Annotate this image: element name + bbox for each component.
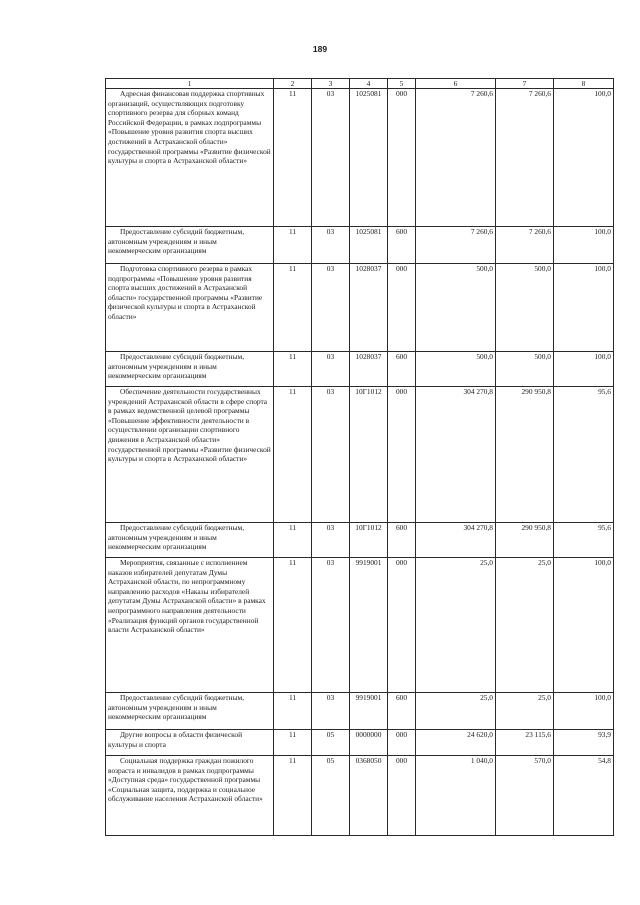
expense-type-code: 000: [388, 387, 416, 523]
execution-percent: 100,0: [554, 558, 614, 693]
planned-amount: 25,0: [416, 693, 496, 730]
planned-amount: 500,0: [416, 264, 496, 352]
expense-type-code: 000: [388, 730, 416, 756]
table-row: [106, 730, 614, 756]
column-number: 7: [496, 79, 554, 89]
row-description: Адресная финансовая поддержка спортивных организаций, осуществляющих подготовку спортивного резерва для сборных команд Российской Федерации, в рамках подпрограммы «Повышение уровня развития спорта высших достижений в Астраханской области» государственной программы «Развитие физической культуры и спорта в Астраханской области»: [106, 89, 274, 227]
section-code: 11: [274, 227, 312, 264]
planned-amount: 7 260,6: [416, 89, 496, 227]
execution-percent: 100,0: [554, 227, 614, 264]
target-code: 0000000: [350, 730, 388, 756]
expense-type-code: 600: [388, 693, 416, 730]
planned-amount: 304 270,8: [416, 523, 496, 558]
target-code: 10Г1012: [350, 523, 388, 558]
executed-amount: 7 260,6: [496, 89, 554, 227]
expense-type-code: 600: [388, 352, 416, 387]
executed-amount: 500,0: [496, 352, 554, 387]
budget-table: [105, 78, 614, 836]
execution-percent: 95,6: [554, 523, 614, 558]
expense-type-code: 600: [388, 523, 416, 558]
row-description: Предоставление субсидий бюджетным, автономным учреждениям и иным некоммерческим организациям: [106, 352, 274, 387]
executed-amount: 7 260,6: [496, 227, 554, 264]
column-number: 3: [312, 79, 350, 89]
expense-type-code: 000: [388, 558, 416, 693]
executed-amount: 23 115,6: [496, 730, 554, 756]
execution-percent: 95,6: [554, 387, 614, 523]
executed-amount: 25,0: [496, 693, 554, 730]
section-code: 11: [274, 264, 312, 352]
subsection-code: 03: [312, 387, 350, 523]
row-description: Другие вопросы в области физической культуры и спорта: [106, 730, 274, 756]
table-row: [106, 523, 614, 558]
execution-percent: 100,0: [554, 693, 614, 730]
expense-type-code: 000: [388, 89, 416, 227]
subsection-code: 03: [312, 523, 350, 558]
planned-amount: 500,0: [416, 352, 496, 387]
row-description: Предоставление субсидий бюджетным, автономным учреждениям и иным некоммерческим организациям: [106, 227, 274, 264]
table-row: [106, 756, 614, 836]
target-code: 1025081: [350, 89, 388, 227]
target-code: 10Г1012: [350, 387, 388, 523]
planned-amount: 7 260,6: [416, 227, 496, 264]
column-number: 1: [106, 79, 274, 89]
row-description: Предоставление субсидий бюджетным, автономным учреждениям и иным некоммерческим организациям: [106, 693, 274, 730]
subsection-code: 05: [312, 756, 350, 836]
row-description: Обеспечение деятельности государственных учреждений Астраханской области в сфере спорта в рамках ведомственной целевой программы «Повышение эффективности деятельности в осуществлении организации спортивного движения в Астраханской области» государственной программы «Развитие физической культуры и спорта в Астраханской области»: [106, 387, 274, 523]
column-number: 6: [416, 79, 496, 89]
subsection-code: 03: [312, 693, 350, 730]
execution-percent: 54,8: [554, 756, 614, 836]
executed-amount: 290 950,8: [496, 523, 554, 558]
execution-percent: 93,9: [554, 730, 614, 756]
column-number: 5: [388, 79, 416, 89]
target-code: 1025081: [350, 227, 388, 264]
subsection-code: 03: [312, 227, 350, 264]
column-number: 2: [274, 79, 312, 89]
execution-percent: 100,0: [554, 264, 614, 352]
subsection-code: 03: [312, 352, 350, 387]
table-row: [106, 227, 614, 264]
executed-amount: 290 950,8: [496, 387, 554, 523]
target-code: 9919001: [350, 693, 388, 730]
column-number-row: [106, 79, 614, 89]
section-code: 11: [274, 352, 312, 387]
subsection-code: 03: [312, 558, 350, 693]
section-code: 11: [274, 693, 312, 730]
expense-type-code: 000: [388, 264, 416, 352]
section-code: 11: [274, 730, 312, 756]
column-number: 4: [350, 79, 388, 89]
row-description: Мероприятия, связанные с исполнением наказов избирателей депутатам Думы Астраханской области, по непрограммному направлению расходов «Наказы избирателей депутатам Думы Астраханской области» в рамках непрограммного направления деятельности «Реализация функций органов государственной власти Астраханской области»: [106, 558, 274, 693]
row-description: Подготовка спортивного резерва в рамках подпрограммы «Повышение уровня развития спорта высших достижений в Астраханской области» государственной программы «Развитие физической культуры и спорта в Астраханской области»: [106, 264, 274, 352]
column-number: 8: [554, 79, 614, 89]
execution-percent: 100,0: [554, 352, 614, 387]
target-code: 0368050: [350, 756, 388, 836]
planned-amount: 1 040,0: [416, 756, 496, 836]
row-description: Социальная поддержка граждан пожилого возраста и инвалидов в рамках подпрограммы «Доступная среда» государственной программы «Социальная защита, поддержка и социальное обслуживание населения Астраханской области»: [106, 756, 274, 836]
expense-type-code: 600: [388, 227, 416, 264]
table-row: [106, 89, 614, 227]
page-number: 189: [312, 44, 328, 54]
subsection-code: 03: [312, 89, 350, 227]
executed-amount: 570,0: [496, 756, 554, 836]
section-code: 11: [274, 523, 312, 558]
section-code: 11: [274, 558, 312, 693]
executed-amount: 25,0: [496, 558, 554, 693]
subsection-code: 03: [312, 264, 350, 352]
planned-amount: 25,0: [416, 558, 496, 693]
planned-amount: 24 620,0: [416, 730, 496, 756]
target-code: 9919001: [350, 558, 388, 693]
planned-amount: 304 270,8: [416, 387, 496, 523]
section-code: 11: [274, 756, 312, 836]
table-row: [106, 264, 614, 352]
table-row: [106, 352, 614, 387]
target-code: 1028037: [350, 264, 388, 352]
execution-percent: 100,0: [554, 89, 614, 227]
target-code: 1028037: [350, 352, 388, 387]
section-code: 11: [274, 387, 312, 523]
table-row: [106, 558, 614, 693]
section-code: 11: [274, 89, 312, 227]
subsection-code: 05: [312, 730, 350, 756]
executed-amount: 500,0: [496, 264, 554, 352]
table-row: [106, 693, 614, 730]
table-row: [106, 387, 614, 523]
row-description: Предоставление субсидий бюджетным, автономным учреждениям и иным некоммерческим организациям: [106, 523, 274, 558]
expense-type-code: 000: [388, 756, 416, 836]
